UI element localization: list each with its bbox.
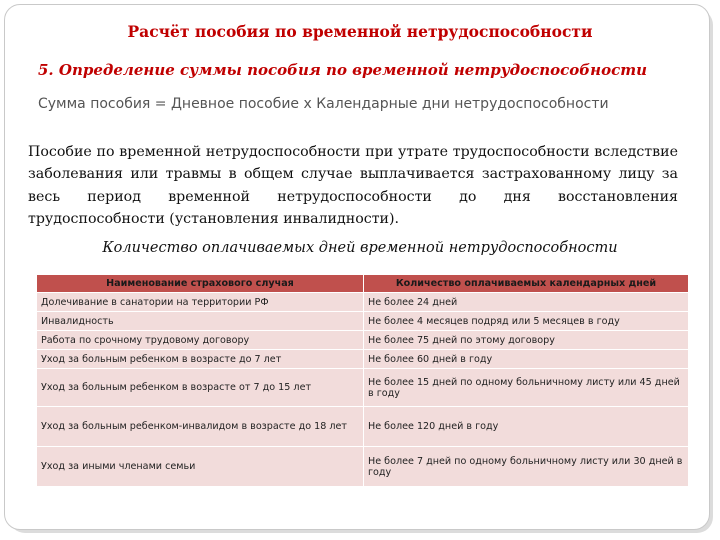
case-cell: Работа по срочному трудовому договору bbox=[37, 331, 364, 350]
header-days: Количество оплачиваемых календарных дней bbox=[364, 275, 689, 293]
table-row bbox=[37, 369, 689, 407]
case-cell: Уход за больным ребенком-инвалидом в возрасте до 18 лет bbox=[37, 407, 364, 447]
days-cell: Не более 4 месяцев подряд или 5 месяцев в году bbox=[364, 312, 689, 331]
table-header-row bbox=[37, 275, 689, 293]
case-cell: Долечивание в санатории на территории РФ bbox=[37, 293, 364, 312]
days-cell: Не более 24 дней bbox=[364, 293, 689, 312]
benefit-formula: Сумма пособия = Дневное пособие х Календарные дни нетрудоспособности bbox=[38, 96, 609, 112]
description-paragraph: Пособие по временной нетрудоспособности при утрате трудоспособности вследствие заболевания или травмы в общем случае выплачивается застрахованному лицу за весь период временной нетрудоспособности до дня восстановления трудоспособности (установления инвалидности). bbox=[28, 144, 678, 227]
table-caption: Количество оплачиваемых дней временной нетрудоспособности bbox=[102, 240, 618, 256]
table-row bbox=[37, 293, 689, 312]
days-cell: Не более 7 дней по одному больничному листу или 30 дней в году bbox=[364, 447, 689, 487]
section-subtitle: 5. Определение суммы пособия по временной нетрудоспособности bbox=[38, 61, 647, 79]
case-cell: Уход за иными членами семьи bbox=[37, 447, 364, 487]
days-cell: Не более 60 дней в году bbox=[364, 350, 689, 369]
case-cell: Уход за больным ребенком в возрасте до 7 лет bbox=[37, 350, 364, 369]
case-cell: Инвалидность bbox=[37, 312, 364, 331]
table-row bbox=[37, 447, 689, 487]
case-cell: Уход за больным ребенком в возрасте от 7 до 15 лет bbox=[37, 369, 364, 407]
slide-title: Расчёт пособия по временной нетрудоспособности bbox=[127, 22, 593, 41]
table-row bbox=[37, 331, 689, 350]
days-cell: Не более 120 дней в году bbox=[364, 407, 689, 447]
paid-days-table bbox=[36, 274, 689, 487]
days-cell: Не более 75 дней по этому договору bbox=[364, 331, 689, 350]
header-case: Наименование страхового случая bbox=[37, 275, 364, 293]
table-row bbox=[37, 312, 689, 331]
table-row bbox=[37, 350, 689, 369]
table-row bbox=[37, 407, 689, 447]
days-cell: Не более 15 дней по одному больничному листу или 45 дней в году bbox=[364, 369, 689, 407]
